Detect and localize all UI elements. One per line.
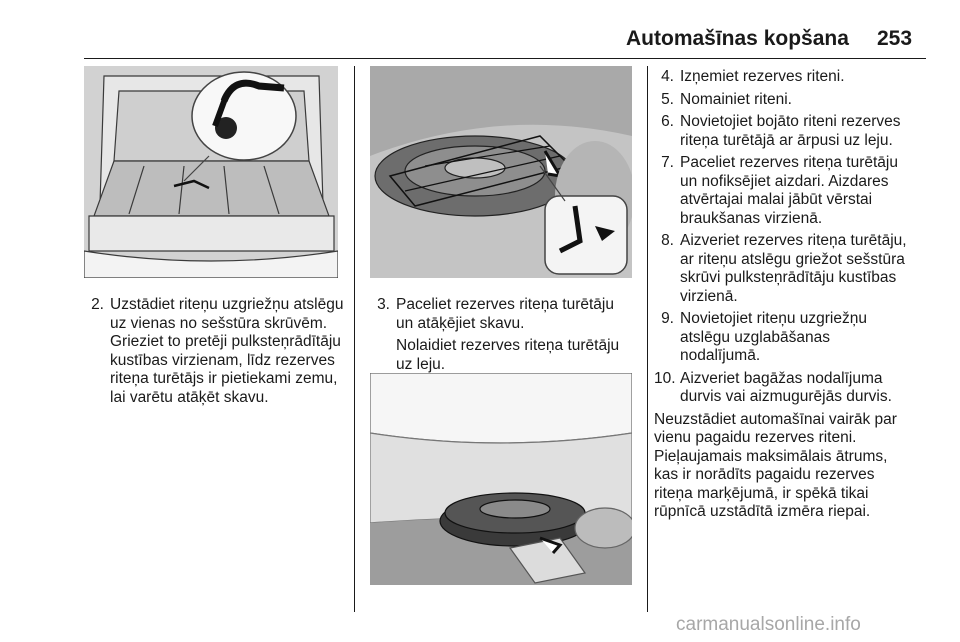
page-header-title: Automašīnas kopšana: [626, 27, 849, 50]
step-line: Paceliet rezerves riteņa turētāju: [680, 154, 898, 171]
column-1-text: [84, 296, 346, 411]
step-line: un nofiksējiet aizdari. Aizdares: [680, 172, 889, 190]
step-8: [654, 232, 936, 306]
closing-line: kas ir norādīts pagaidu rezerves: [654, 466, 875, 483]
closing-line: Neuzstādiet automašīnai vairāk par: [654, 410, 897, 428]
step-line: nodalījumā.: [680, 347, 761, 364]
step-line: durvis vai aizmugurējās durvis.: [680, 388, 892, 405]
step-line: riteņa turētājs ir pietiekami zemu,: [110, 370, 338, 387]
step-2: [84, 296, 346, 407]
note-line: Nolaidiet rezerves riteņa turētāju: [396, 337, 620, 354]
step-line: Aizveriet bagāžas nodalījuma: [680, 369, 883, 387]
step-line: un atāķējiet skavu.: [396, 314, 525, 332]
step-10: [654, 370, 936, 407]
step-number: 10.: [654, 369, 676, 387]
step-number: 3.: [377, 296, 390, 313]
step-line: uz vienas no sešstūra skrūvēm.: [110, 314, 328, 332]
page-number: 253: [877, 27, 913, 50]
step-5: [654, 91, 936, 110]
step-line: Novietojiet riteņu uzgriežņu: [680, 310, 867, 327]
step-9: [654, 310, 936, 366]
step-number: 5.: [661, 90, 674, 108]
column-3-text: [654, 68, 936, 522]
closing-line: Pieļaujamais maksimālais ātrums,: [654, 447, 888, 465]
step-line: lai varētu atāķēt skavu.: [110, 388, 269, 406]
step-3: [370, 296, 640, 333]
lowered-spare-wheel-illustration: [370, 373, 632, 585]
column-divider-left: [354, 66, 355, 612]
step-4: [654, 68, 936, 87]
step-line: Aizveriet rezerves riteņa turētāju,: [680, 232, 907, 249]
step-line: virzienā.: [680, 287, 738, 305]
column-2-text: [370, 296, 640, 374]
step-line: atslēgu uzglabāšanas: [680, 328, 830, 346]
watermark: carmanualsonline.info: [676, 614, 861, 635]
closing-line: riteņa marķējumā, ir spēkā tikai: [654, 484, 869, 502]
note-line: uz leju.: [396, 355, 446, 373]
step-3-note: [396, 337, 640, 374]
step-line: kustības virzienam, līdz rezerves: [110, 351, 335, 369]
column-divider-right: [647, 66, 648, 612]
step-number: 8.: [661, 232, 674, 249]
closing-paragraph: [654, 411, 936, 522]
step-number: 9.: [661, 310, 674, 327]
step-6: [654, 113, 936, 150]
trunk-wrench-illustration: [84, 66, 338, 278]
step-line: Nomainiet riteni.: [680, 90, 792, 108]
step-line: Novietojiet bojāto riteni rezerves: [680, 113, 901, 130]
step-number: 6.: [661, 113, 674, 130]
step-number: 2.: [91, 296, 104, 313]
step-number: 4.: [661, 68, 674, 85]
step-number: 7.: [661, 154, 674, 171]
spare-wheel-carrier-illustration: [370, 66, 632, 278]
step-line: atvērtajai malai jābūt vērstai: [680, 191, 873, 208]
step-line: skrūvi pulksteņrādītāju kustības: [680, 269, 897, 286]
step-line: braukšanas virzienā.: [680, 209, 823, 227]
header-rule: [84, 58, 926, 59]
closing-line: rūpnīcā uzstādītā izmēra riepai.: [654, 503, 871, 520]
step-line: ar riteņu atslēgu griežot sešstūra: [680, 250, 905, 268]
step-7: [654, 154, 936, 228]
step-line: Paceliet rezerves riteņa turētāju: [396, 296, 614, 313]
step-line: Uzstādiet riteņu uzgriežņu atslēgu: [110, 296, 344, 313]
step-line: Izņemiet rezerves riteni.: [680, 68, 845, 85]
closing-line: vienu pagaidu rezerves riteni.: [654, 429, 857, 446]
step-line: riteņa turētājā ar ārpusi uz leju.: [680, 131, 893, 149]
step-line: Grieziet to pretēji pulksteņrādītāju: [110, 333, 341, 350]
